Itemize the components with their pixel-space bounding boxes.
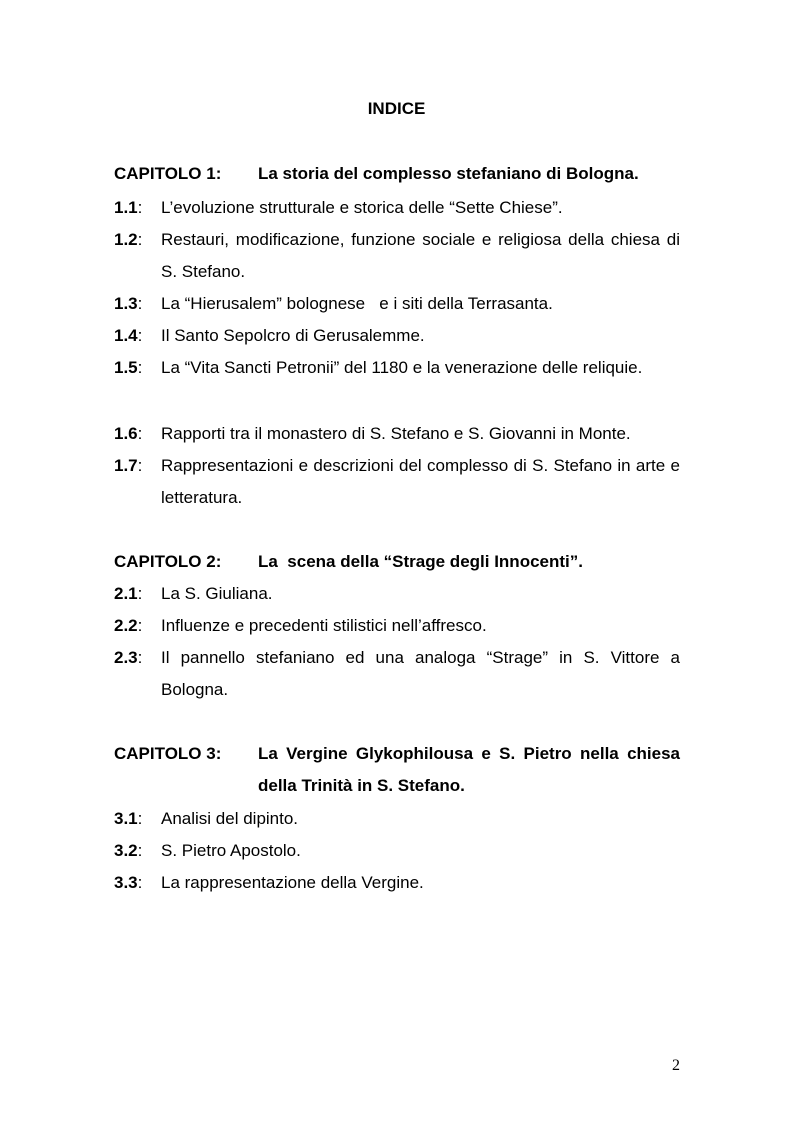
section-title: Analisi del dipinto.: [161, 809, 299, 828]
toc-entry-1-6: 1.6: Rapporti tra il monastero di S. Stefano e S. Giovanni in Monte.: [114, 418, 680, 450]
chapter-label: CAPITOLO 1:: [114, 164, 222, 183]
toc-entry-3-3: 3.3: La rappresentazione della Vergine.: [114, 867, 680, 899]
section-number: 1.7: [114, 456, 138, 475]
section-number: 3.2: [114, 841, 138, 860]
chapter-title: La scena della “Strage degli Innocenti”.: [258, 552, 583, 571]
toc-entry-3-2: 3.2: S. Pietro Apostolo.: [114, 835, 680, 867]
toc-entry-2-2: 2.2: Influenze e precedenti stilistici nell’affresco.: [114, 610, 680, 642]
toc-entry-3-1: 3.1: Analisi del dipinto.: [114, 803, 680, 835]
toc-entry-1-3: 1.3: La “Hierusalem” bolognese e i siti della Terrasanta.: [114, 288, 680, 320]
section-title: Rapporti tra il monastero di S. Stefano e S. Giovanni in Monte.: [161, 424, 631, 443]
section-title: L’evoluzione strutturale e storica delle “Sette Chiese”.: [161, 198, 563, 217]
chapter-title: La Vergine Glykophilousa e S. Pietro nella chiesa della Trinità in S. Stefano.: [258, 744, 680, 795]
section-number: 1.6: [114, 424, 138, 443]
page-number: 2: [672, 1057, 680, 1074]
toc-entry-2-3: 2.3: Il pannello stefaniano ed una analoga “Strage” in S. Vittore a Bologna.: [114, 642, 680, 706]
section-number: 3.1: [114, 809, 138, 828]
toc-entry-1-5: 1.5: La “Vita Sancti Petronii” del 1180 e la venerazione delle reliquie.: [114, 352, 680, 384]
toc-entry-1-1: 1.1: L’evoluzione strutturale e storica delle “Sette Chiese”.: [114, 192, 680, 224]
toc-entry-2-1: 2.1: La S. Giuliana.: [114, 578, 680, 610]
section-number: 1.1: [114, 198, 138, 217]
chapter-3-heading: [114, 738, 680, 802]
section-title: Rappresentazioni e descrizioni del complesso di S. Stefano in arte e letteratura.: [161, 456, 680, 507]
toc-entry-1-4: 1.4: Il Santo Sepolcro di Gerusalemme.: [114, 320, 680, 352]
section-number: 1.2: [114, 230, 138, 249]
section-number: 3.3: [114, 873, 138, 892]
page-title: INDICE: [367, 99, 426, 118]
chapter-label: CAPITOLO 2:: [114, 552, 222, 571]
section-title: La “Vita Sancti Petronii” del 1180 e la venerazione delle reliquie.: [161, 358, 643, 377]
section-title: Restauri, modificazione, funzione sociale e religiosa della chiesa di S. Stefano.: [161, 230, 680, 281]
toc-entry-1-2: 1.2: Restauri, modificazione, funzione sociale e religiosa della chiesa di S. Stefano.: [114, 224, 680, 288]
section-title: Il Santo Sepolcro di Gerusalemme.: [161, 326, 425, 345]
chapter-2-heading: [114, 546, 680, 578]
section-title: Il pannello stefaniano ed una analoga “Strage” in S. Vittore a Bologna.: [161, 648, 680, 699]
chapter-label: CAPITOLO 3:: [114, 744, 222, 763]
section-title: Influenze e precedenti stilistici nell’affresco.: [161, 616, 487, 635]
section-title: S. Pietro Apostolo.: [161, 841, 301, 860]
chapter-title: La storia del complesso stefaniano di Bologna.: [258, 164, 639, 183]
section-title: La S. Giuliana.: [161, 584, 273, 603]
section-number: 1.3: [114, 294, 138, 313]
section-title: La rappresentazione della Vergine.: [161, 873, 424, 892]
section-number: 2.3: [114, 648, 138, 667]
section-number: 1.5: [114, 358, 138, 377]
section-number: 2.2: [114, 616, 138, 635]
section-number: 2.1: [114, 584, 138, 603]
chapter-1-heading: [114, 158, 680, 190]
toc-entry-1-7: 1.7: Rappresentazioni e descrizioni del complesso di S. Stefano in arte e letteratura.: [114, 450, 680, 514]
section-title: La “Hierusalem” bolognese e i siti della Terrasanta.: [161, 294, 553, 313]
section-number: 1.4: [114, 326, 138, 345]
